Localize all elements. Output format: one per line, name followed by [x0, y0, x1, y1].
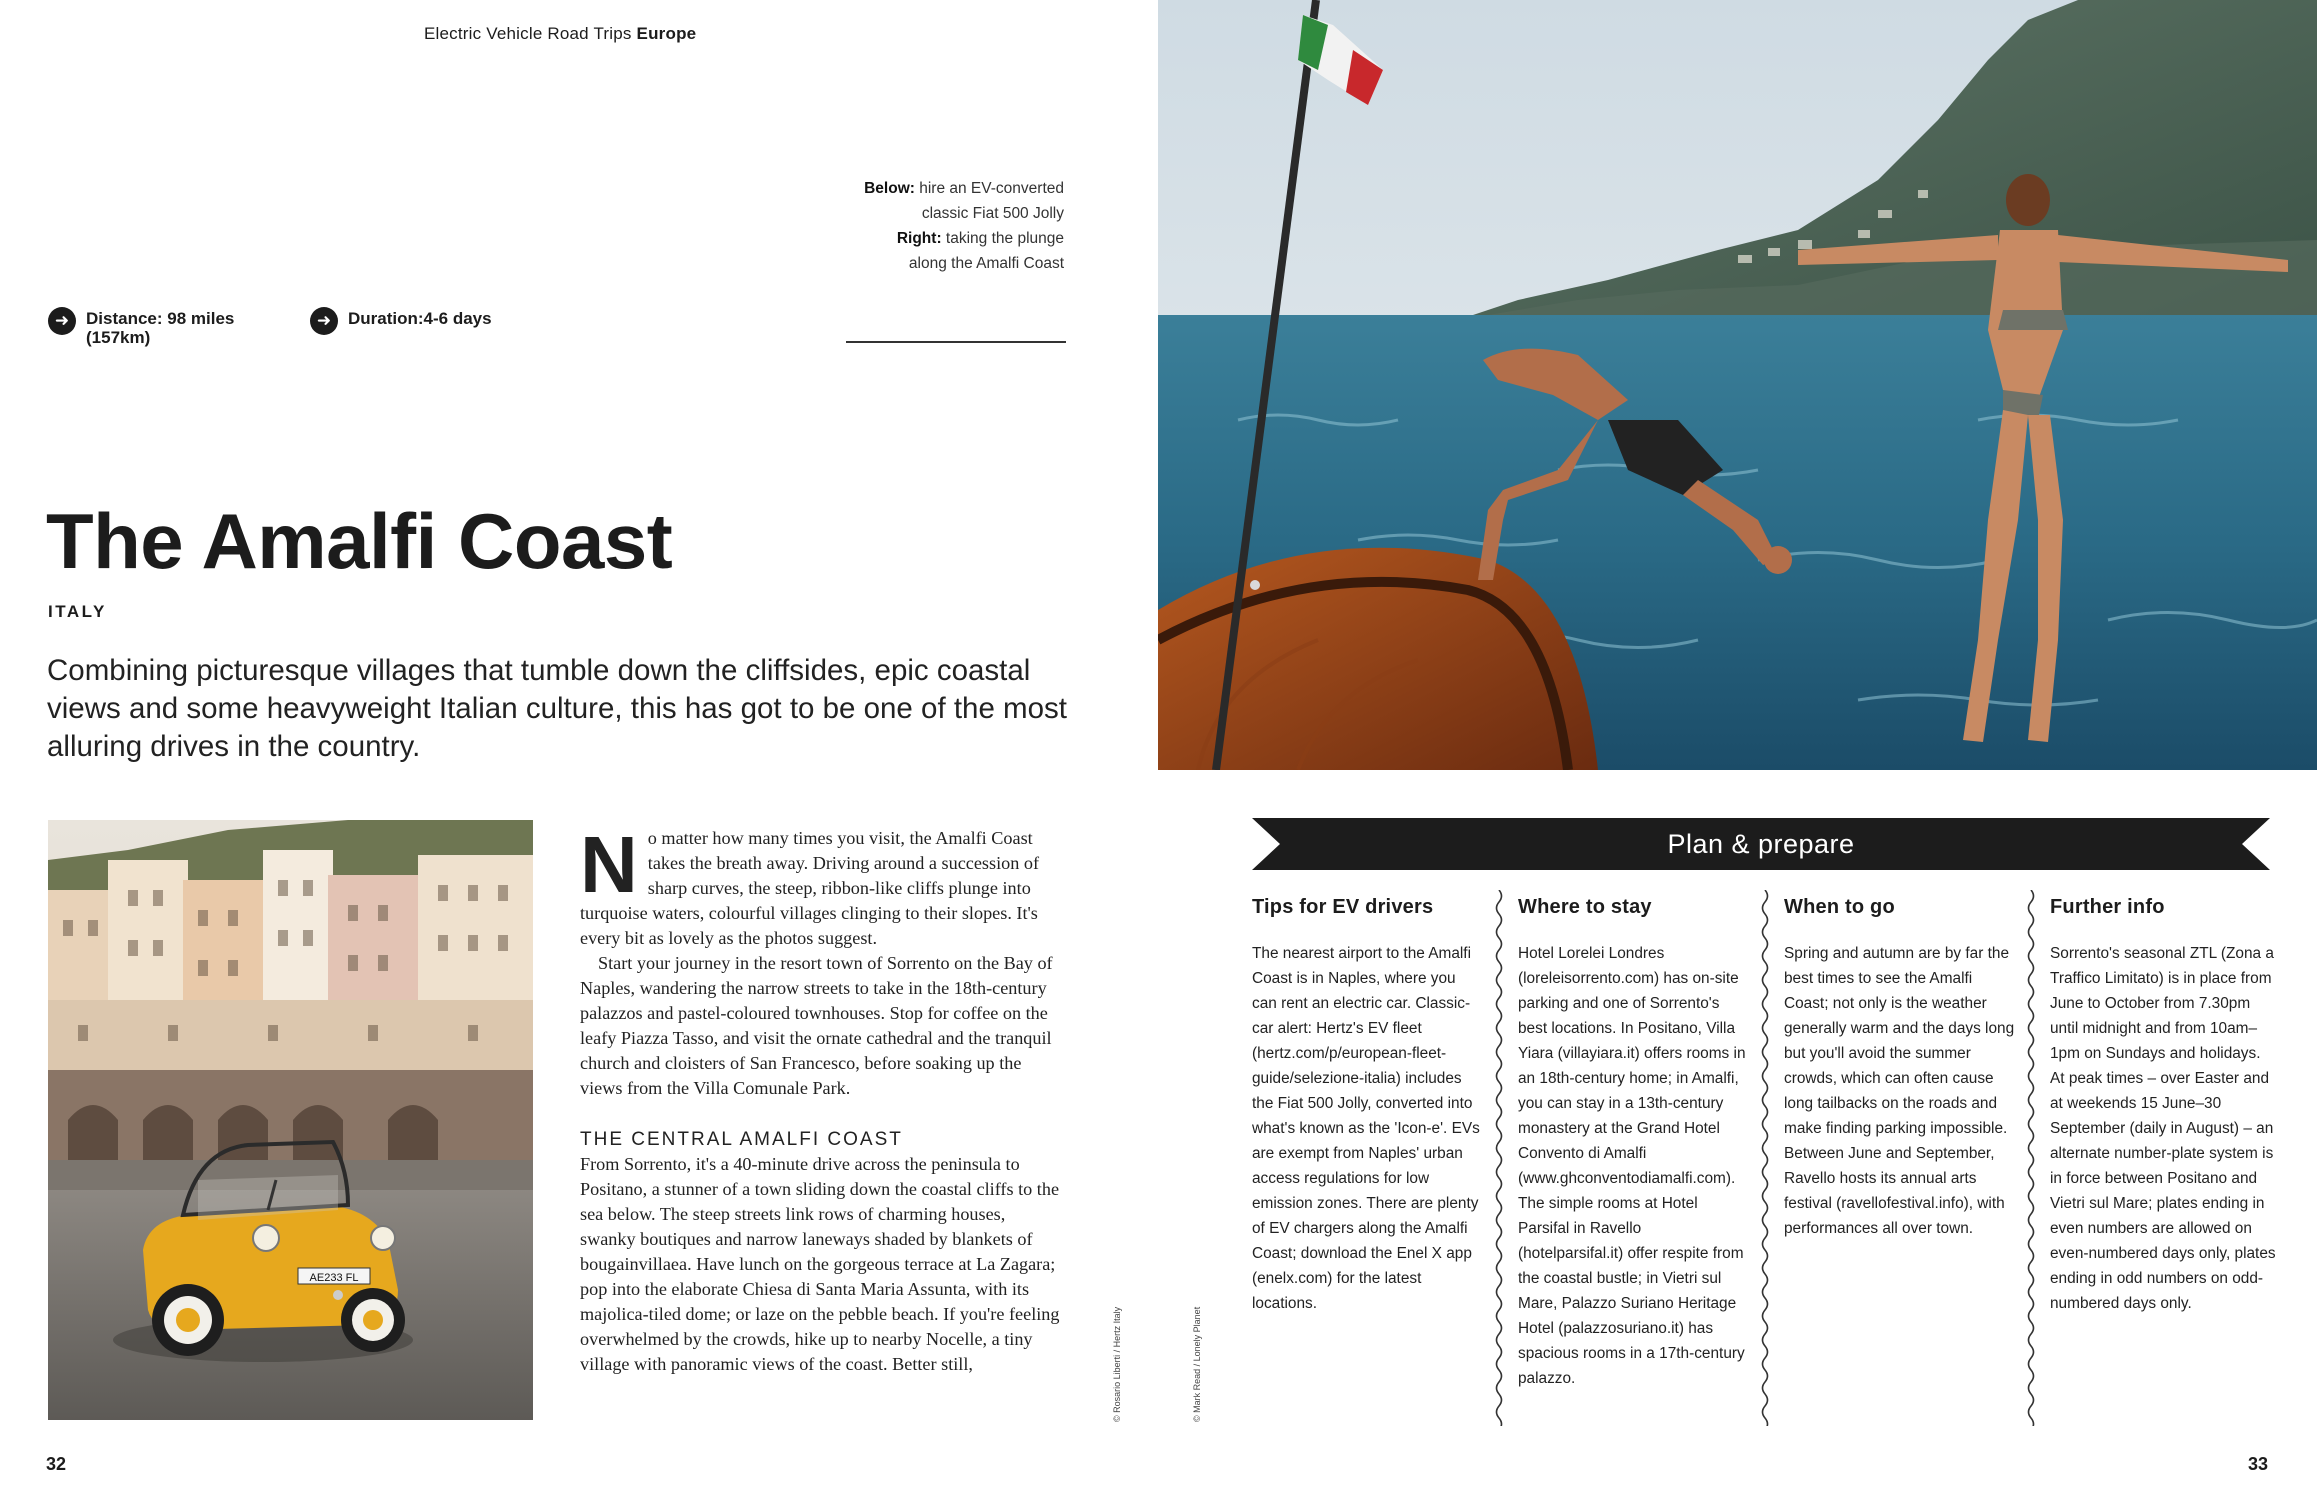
arrow-circle-right-icon: ➜ [48, 307, 76, 335]
body-paragraph-2: Start your journey in the resort town of Sorrento on the Bay of Naples, wandering the narrow streets to take in the 18th-century palazzos and pastel-coloured townhouses. Stop for coffee on the leafy Piazza Tasso, and visit the ornate cathedral and the tranquil church and cloisters of San Francesco, before soaking up the views from the Villa Comunale Park. [580, 953, 1053, 1098]
village-buildings [48, 850, 533, 1080]
distance-text [86, 309, 248, 347]
intro-standfirst: Combining picturesque villages that tumble down the cliffsides, epic coastal views and some heavyweight Italian culture, this has got to be one of the most alluring drives in the country. [47, 654, 1067, 763]
plan-text-ev-tips: The nearest airport to the Amalfi Coast is in Naples, where you can rent an electric car. Classic-car alert: Hertz's EV fleet (hertz.com/p/european-fleet-guide/selezione-italia) includes the Fiat 500 Jolly, converted into what's known as the 'Icon-e'. EVs are exempt from Naples' urban access regulations for low emission zones. There are plenty of EV chargers along the Amalfi Coast; download the Enel X app (enelx.com) for the latest locations. [1252, 945, 1480, 1312]
caption-divider [846, 341, 1066, 343]
plan-column-where-to-stay [1518, 896, 1750, 1391]
fiat-jolly-illustration [48, 820, 533, 1420]
amalfi-diving-illustration [1158, 0, 2317, 770]
plan-heading-where-to-stay: Where to stay [1518, 896, 1652, 918]
column-divider [1493, 890, 1505, 1426]
fiat-number-plate: AE233 FL [309, 1272, 359, 1284]
article-body [580, 820, 1062, 1377]
running-head-bold: Europe [636, 24, 697, 43]
page-number-left: 32 [46, 1454, 67, 1474]
country-label: ITALY [48, 602, 107, 621]
plan-column-ev-tips [1252, 896, 1484, 1316]
plan-heading-ev-tips: Tips for EV drivers [1252, 896, 1434, 918]
photo-credit-right: © Mark Read / Lonely Planet [1192, 1306, 1202, 1422]
plan-column-when-to-go [1784, 896, 2016, 1241]
duration-label: Duration: [348, 309, 424, 328]
plan-column-further-info [2050, 896, 2276, 1316]
body-paragraph-1 [580, 820, 1062, 951]
photo-caption [860, 176, 1064, 276]
cliff-diving-photo [1158, 0, 2317, 770]
distance-value: 98 miles (157km) [86, 309, 235, 347]
page-number-right: 33 [2248, 1454, 2269, 1474]
distance-stat [48, 309, 248, 347]
running-head [424, 24, 696, 44]
plan-prepare-title: Plan & prepare [1667, 829, 1855, 859]
caption-below-label: Below: [864, 180, 915, 197]
body-paragraph-1-text: o matter how many times you visit, the Amalfi Coast takes the breath away. Driving around a succession of sharp curves, the steep, ribbon-like cliffs plunge into turquoise waters, colourful villages clinging to their slopes. It's every bit as lovely as the photos suggest. [580, 828, 1040, 948]
plan-prepare-banner [1252, 818, 2270, 870]
plan-text-where-to-stay: Hotel Lorelei Londres (loreleisorrento.com) has on-site parking and one of Sorrento's best locations. In Positano, Villa Yiara (villayiara.it) offers rooms in an 18th-century home; in Amalfi, you can stay in a 13th-century monastery at the Grand Hotel Convento di Amalfi (www.ghconventodiamalfi.com). The simple rooms at Hotel Parsifal in Ravello (hotelparsifal.it) offer respite from the coastal bustle; in Vietri sul Mare, Palazzo Suriano Heritage Hotel (palazzosuriano.it) has spacious rooms in a 17th-century palazzo. [1518, 945, 1746, 1387]
body-paragraph-3: From Sorrento, it's a 40-minute drive across the peninsula to Positano, a stunner of a town sliding down the coastal cliffs to the sea below. The steep streets link rows of charming houses, swanky boutiques and narrow laneways shaded by blankets of bougainvillaea. Have lunch on the gorgeous terrace at La Zagara; pop into the elaborate Chiesa di Santa Maria Assunta, with its majolica-tiled dome; or laze on the pebble beach. If you're feeling overwhelmed by the crowds, hike up to nearby Nocelle, a tiny village with panoramic views of the coast. Better still, [580, 1154, 1060, 1374]
plan-heading-when-to-go: When to go [1784, 896, 1895, 918]
distance-label: Distance: [86, 309, 163, 328]
duration-text [348, 309, 492, 328]
section-subhead: THE CENTRAL AMALFI COAST [580, 1129, 903, 1150]
caption-right-label: Right: [896, 230, 942, 247]
article-title: The Amalfi Coast [46, 497, 673, 585]
plan-text-further-info: Sorrento's seasonal ZTL (Zona a Traffico Limitato) is in place from June to October from 7.30pm until midnight and from 10am–1pm on Sundays and holidays. At peak times – over Easter and at weekends 15 June–30 September (daily in August) – an alternate number-plate system is in force between Positano and Vietri sul Mare; plates ending in even numbers are allowed on even-numbered days only, plates ending in odd numbers on odd-numbered days only. [2050, 945, 2276, 1312]
dropcap: N [580, 820, 638, 909]
caption-right-text: taking the plunge along the Amalfi Coast [908, 230, 1064, 272]
running-head-prefix: Electric Vehicle Road Trips [424, 24, 632, 43]
duration-value: 4-6 days [423, 309, 492, 328]
plan-heading-further-info: Further info [2050, 896, 2165, 918]
caption-below-text: hire an EV-converted classic Fiat 500 Jolly [919, 180, 1064, 222]
arrow-circle-right-icon: ➜ [310, 307, 338, 335]
column-divider [2025, 890, 2037, 1426]
column-divider [1759, 890, 1771, 1426]
photo-credit-left: © Rosario Liberti / Hertz Italy [1112, 1306, 1122, 1422]
fiat-jolly-photo [48, 820, 533, 1420]
duration-stat [310, 309, 492, 335]
plan-text-when-to-go: Spring and autumn are by far the best times to see the Amalfi Coast; not only is the weather generally warm and the days long but you'll avoid the summer crowds, which can often cause long tailbacks on the roads and make finding parking impossible. Between June and September, Ravello hosts its annual arts festival (ravellofestival.info), with performances all over town. [1784, 945, 2015, 1237]
